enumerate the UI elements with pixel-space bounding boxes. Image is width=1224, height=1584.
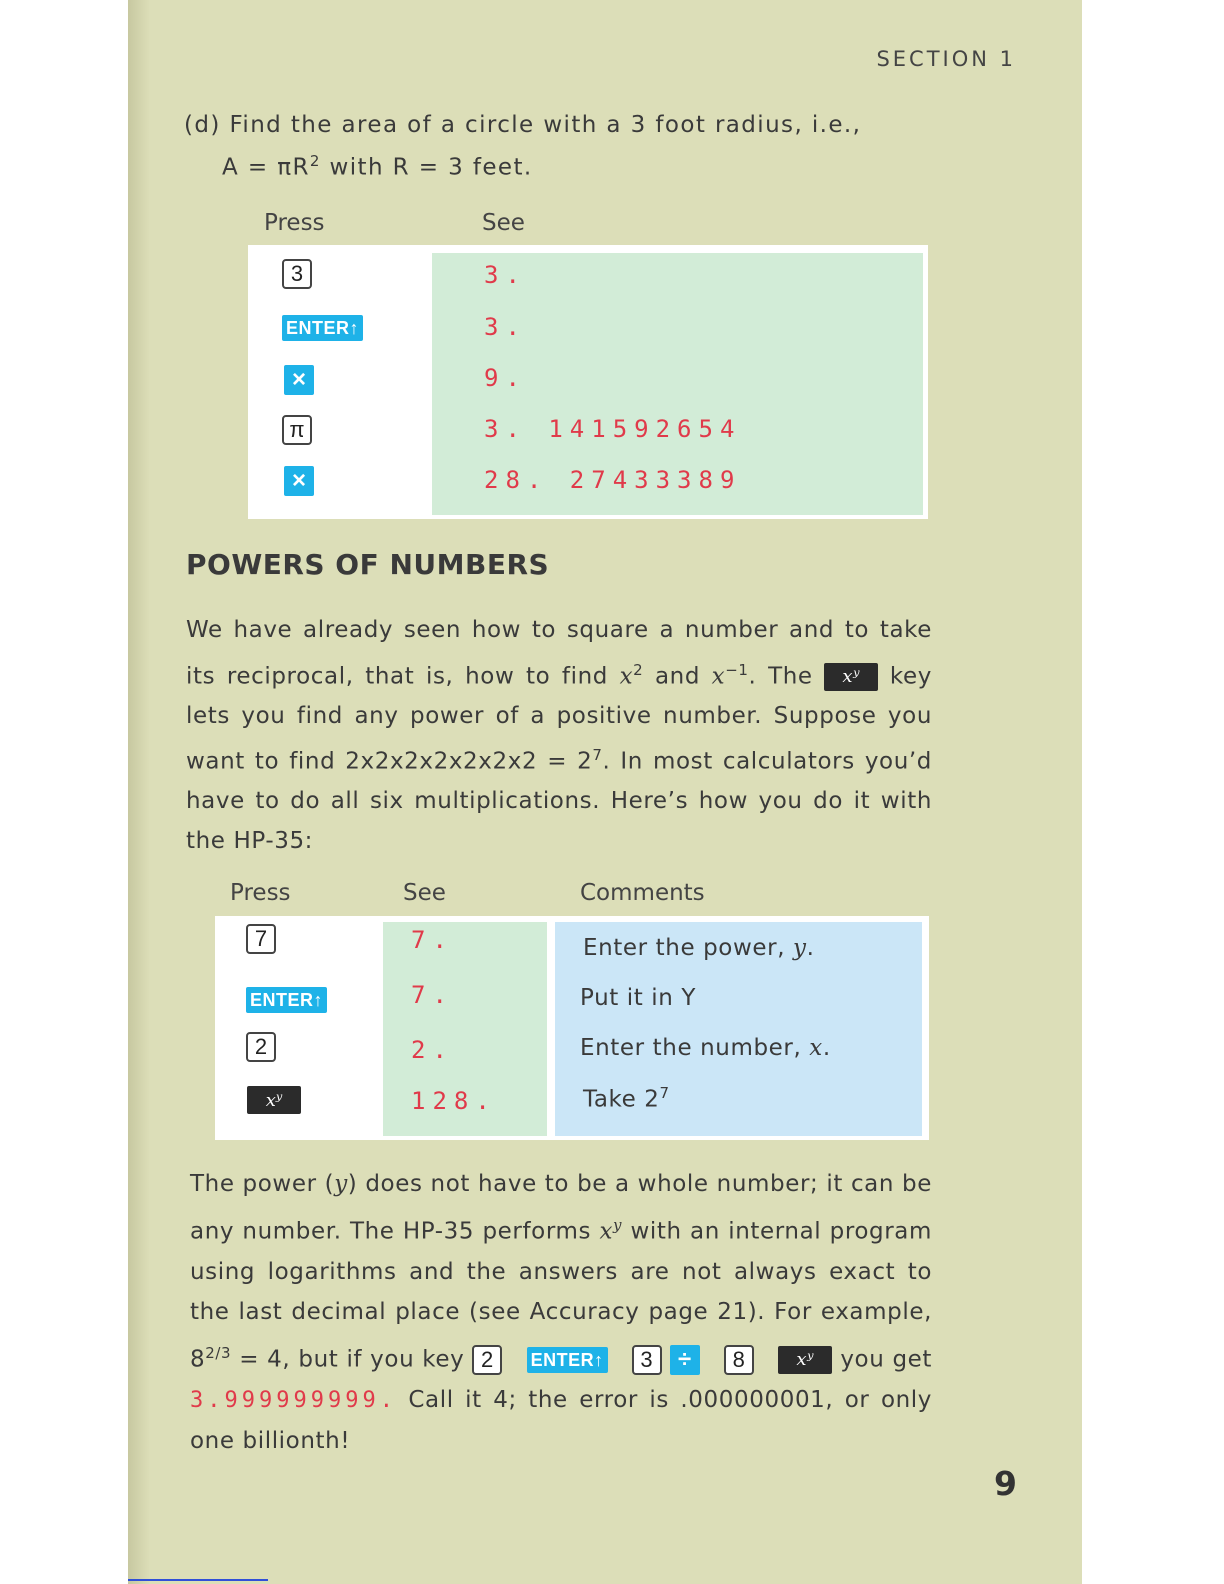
exp: −1 [725, 660, 749, 679]
para1-text: key lets you find any power of a positive number. Suppose you want to find 2x2x2x2x2x2x2 = 2 [186, 663, 932, 775]
para1-text: and [643, 663, 712, 690]
key-enter [282, 315, 363, 341]
comment-end: . [822, 1035, 831, 1061]
var-y: y [334, 1171, 348, 1197]
multiply-icon: × [284, 466, 314, 496]
key-2 [246, 1032, 276, 1062]
var-y: y [793, 935, 807, 961]
key-2-cap: 2 [246, 1032, 276, 1062]
comment-text [580, 985, 696, 1011]
col-comments-header: Comments [580, 880, 705, 906]
var-x: x [599, 1218, 614, 1245]
display-value: 7. [411, 981, 454, 1009]
display-value: 28. 27433389 [484, 466, 742, 494]
underline-mark [128, 1579, 268, 1581]
result-display: 3.999999999. [190, 1387, 397, 1413]
key-enter-cap: ENTER↑ [527, 1347, 608, 1373]
key-enter-cap: ENTER↑ [282, 315, 363, 341]
var-x: x [809, 1035, 823, 1061]
col-see-header: See [482, 210, 525, 236]
key-7-cap: 7 [246, 924, 276, 954]
comment-label: Enter the number, [580, 1035, 810, 1061]
comment-label: Take 2 [583, 1086, 660, 1113]
section-heading: POWERS OF NUMBERS [186, 548, 550, 581]
key-8-cap: 8 [724, 1345, 754, 1375]
area-table [248, 245, 928, 519]
paragraph-accuracy [190, 1164, 932, 1462]
pi-icon: π [282, 415, 312, 445]
key-pi [282, 415, 312, 445]
col-press-header: Press [230, 880, 291, 906]
key-7 [246, 924, 276, 954]
power-key-icon: xʸ [778, 1346, 832, 1374]
comment-text [583, 1084, 670, 1113]
key-power [247, 1086, 301, 1114]
key-2-cap: 2 [472, 1345, 502, 1375]
paragraph-powers-intro [186, 611, 932, 861]
comment-label: Enter the power, [583, 935, 794, 961]
para1-text: We have already seen how to square a number and to take its reciprocal, that is, how to find [186, 617, 932, 690]
display-value: 3. 141592654 [484, 415, 742, 443]
exp: 2 [633, 660, 644, 679]
page-number: 9 [994, 1464, 1017, 1503]
formula-prefix: A = πR [222, 154, 310, 181]
para2-text: = 4, but if you key [231, 1346, 473, 1373]
para2-text: The power ( [190, 1171, 335, 1197]
comment-end: . [806, 935, 815, 961]
para2-text: you get [832, 1346, 933, 1373]
display-value: 7. [411, 926, 454, 954]
display-value: 2. [411, 1036, 454, 1064]
section-label: SECTION 1 [876, 47, 1016, 71]
key-enter [246, 987, 327, 1013]
exp: 7 [592, 746, 603, 765]
manual-page [128, 0, 1082, 1584]
key-multiply [284, 466, 314, 496]
key-3-cap: 3 [632, 1345, 662, 1375]
exp: y [613, 1215, 623, 1234]
col-see-header: See [403, 880, 446, 906]
comment-label: Put it in Y [580, 985, 697, 1011]
key-multiply [284, 365, 314, 395]
key-3-cap: 3 [282, 259, 312, 289]
display-value: 128. [411, 1087, 497, 1115]
para1-text: . In most calculators you’d have to do all six multiplications. Here’s how you do it with the HP-35: [186, 748, 932, 854]
comment-text [583, 935, 815, 961]
display-value: 3. [484, 261, 527, 289]
formula-exponent: 2 [309, 152, 321, 170]
example-d-line1: (d) Find the area of a circle with a 3 foot radius, i.e., [184, 112, 862, 138]
divide-icon: ÷ [670, 1345, 700, 1375]
col-press-header: Press [264, 210, 325, 236]
page-spine-shadow [128, 0, 150, 1584]
para2-text: ) does not have to be a whole number; it can be any number. The HP-35 performs [190, 1171, 932, 1245]
comment-text [580, 1035, 831, 1061]
example-d-formula [222, 152, 533, 181]
power-key-icon: xʸ [247, 1086, 301, 1114]
key-enter-cap: ENTER↑ [246, 987, 327, 1013]
exp: 7 [659, 1084, 670, 1102]
multiply-icon: × [284, 365, 314, 395]
para2-text: Call it 4; the error is .000000001, or only one billionth! [190, 1386, 932, 1455]
display-value: 9. [484, 364, 527, 392]
exp: 2/3 [205, 1343, 232, 1362]
para2-text: with an internal program using logarithms and the answers are not always exact to the last decimal place (see Accuracy page 21). For example, 8 [190, 1218, 932, 1373]
var-x: x [711, 663, 726, 690]
power-key-icon: xʸ [824, 663, 878, 691]
display-value: 3. [484, 313, 527, 341]
powers-table [215, 916, 929, 1140]
formula-suffix: with R = 3 feet. [320, 154, 533, 181]
var-x: x [619, 663, 634, 690]
para1-text: . The [748, 663, 825, 690]
key-3 [282, 259, 312, 289]
